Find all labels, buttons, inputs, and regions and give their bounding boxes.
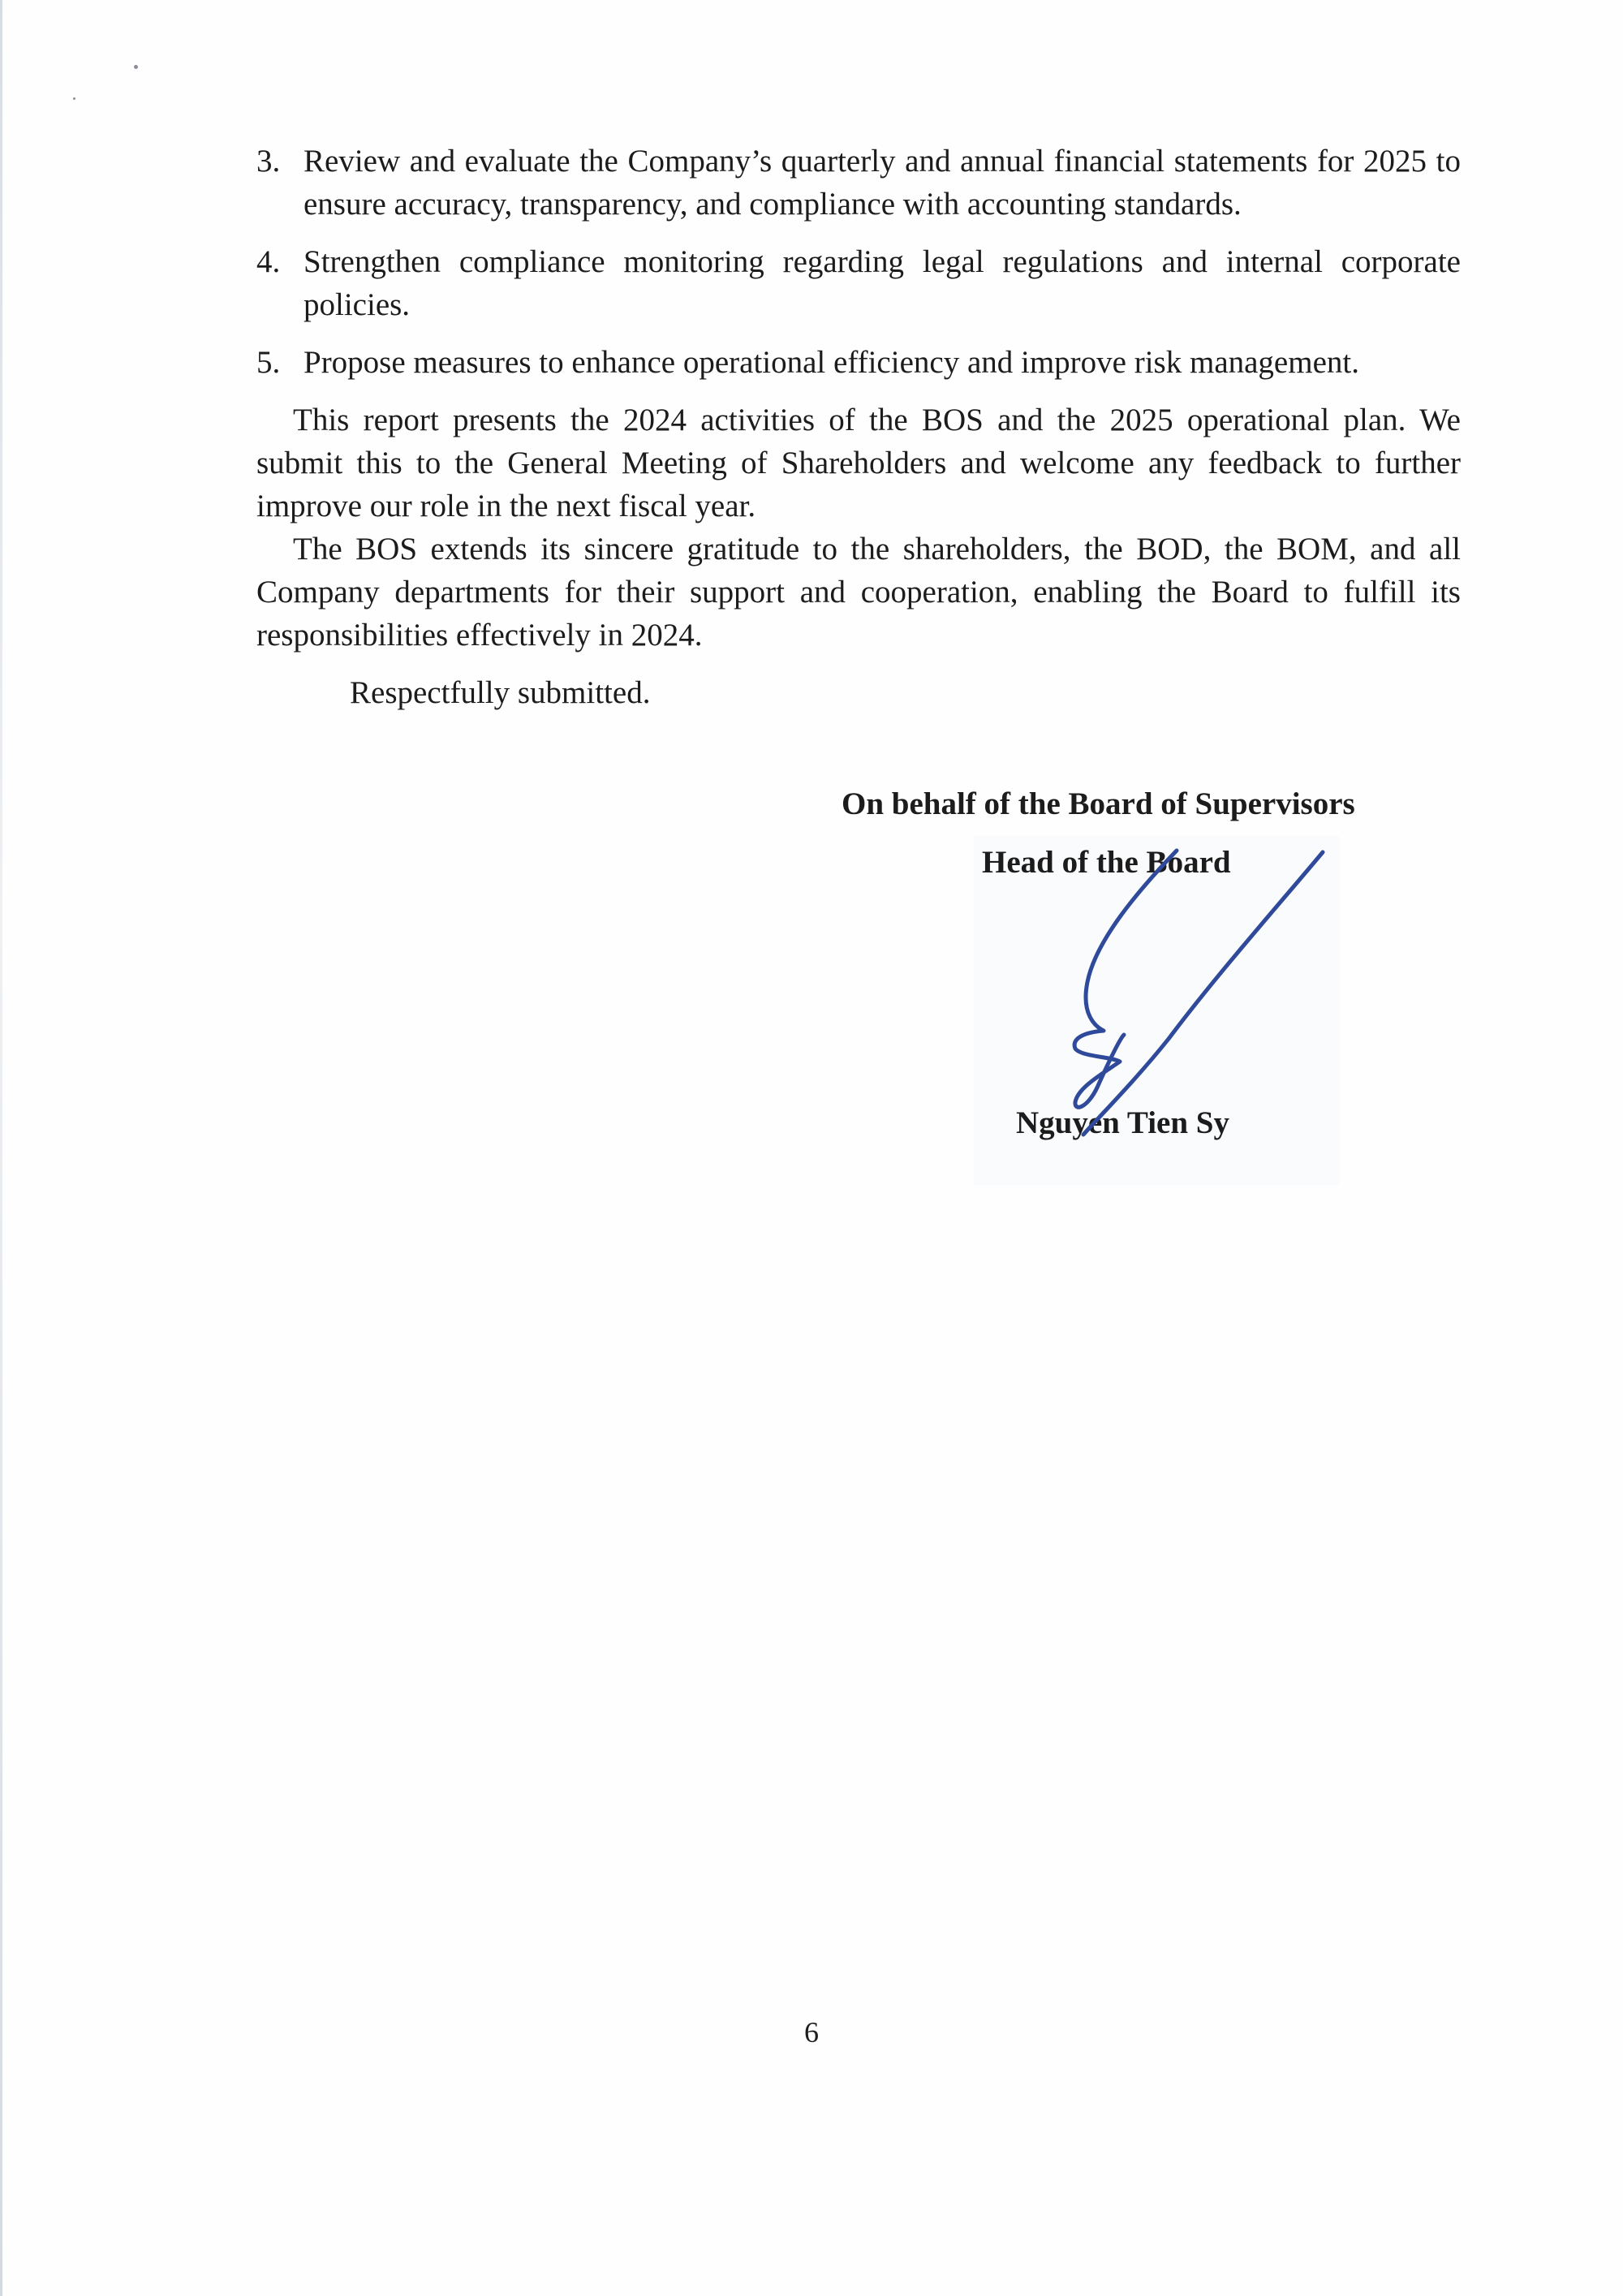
list-item-text: Propose measures to enhance operational efficiency and improve risk management. (304, 345, 1359, 380)
gratitude-paragraph: The BOS extends its sincere gratitude to the shareholders, the BOD, the BOM, and all Company departments for their support and cooperation, enabling the Board to fulfill its responsibilities effectively in 2024. (256, 532, 1461, 653)
list-item-number: 4. (256, 244, 281, 279)
list-item (256, 140, 1461, 226)
scan-speck (134, 65, 138, 69)
list-item (256, 240, 1461, 326)
signature-title: Head of the Board (982, 845, 1231, 880)
document-body (256, 140, 1461, 714)
list-item-number: 3. (256, 144, 281, 179)
signature-on-behalf: On behalf of the Board of Supervisors (842, 786, 1355, 821)
list-item (256, 341, 1461, 384)
list-item-text: Strengthen compliance monitoring regarding legal regulations and internal corporate policies. (304, 244, 1461, 322)
handwritten-signature (1039, 844, 1347, 1144)
scan-speck (73, 97, 75, 100)
report-paragraph: This report presents the 2024 activities of the BOS and the 2025 operational plan. We submit this to the General Meeting of Shareholders and welcome any feedback to further improve our role in the next fiscal year. (256, 403, 1461, 523)
signature-name: Nguyen Tien Sy (1016, 1105, 1229, 1140)
scan-edge (0, 0, 2, 2296)
list-item-number: 5. (256, 345, 281, 380)
closing-line: Respectfully submitted. (350, 675, 651, 710)
list-item-text: Review and evaluate the Company’s quarterly and annual financial statements for 2025 to ensure accuracy, transparency, and compliance with accounting standards. (304, 144, 1461, 222)
page-number: 6 (804, 2016, 819, 2048)
